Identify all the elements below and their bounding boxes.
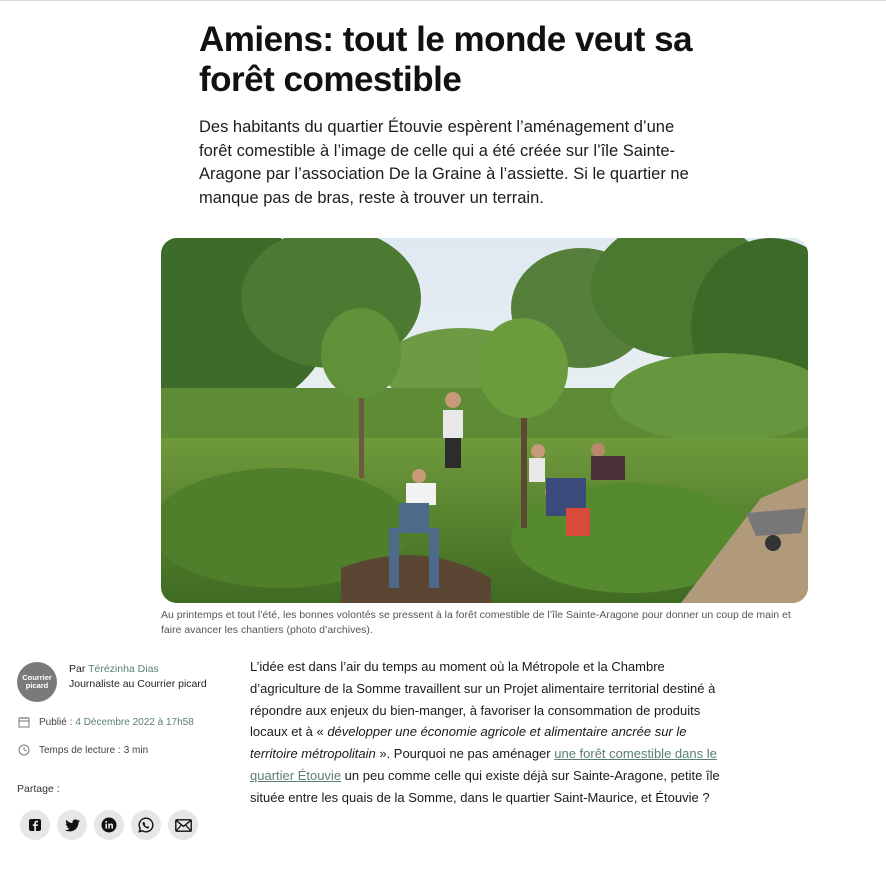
author-avatar xyxy=(17,662,57,702)
calendar-icon xyxy=(17,715,31,729)
avatar-line2: picard xyxy=(25,681,49,690)
share-whatsapp-button[interactable] xyxy=(131,810,161,840)
reading-value: 3 min xyxy=(123,744,149,756)
share-linkedin-button[interactable] xyxy=(94,810,124,840)
top-divider xyxy=(0,0,886,1)
body-part1: L’idée est dans l’air du temps au moment où la Métropole et la Chambre d’agriculture de la Somme travaillent sur un Projet alimentaire territorial destiné à répondre aux enjeux du bien-manger, à favoriser la consommation de produits locaux et à « xyxy=(250,659,716,740)
author-byline xyxy=(69,663,159,675)
linkedin-icon xyxy=(101,817,117,833)
article-headline: Amiens: tout le monde veut sa forêt comestible xyxy=(199,20,693,99)
garden-photo-illustration xyxy=(161,238,808,603)
published-value: 4 Décembre 2022 à 17h58 xyxy=(75,716,194,728)
photo-caption: Au printemps et tout l’été, les bonnes volontés se pressent à la forêt comestible de l’île Sainte-Aragone pour donner un coup de main et faire avancer les chantiers (photo d’archives). xyxy=(161,609,791,636)
body-part2: ». Pourquoi ne pas aménager xyxy=(375,746,555,762)
share-email-button[interactable] xyxy=(168,810,198,840)
clock-icon xyxy=(17,743,31,757)
author-role: Journaliste au Courrier picard xyxy=(69,678,207,690)
share-label: Partage : xyxy=(17,783,60,795)
author-name[interactable]: Térézinha Dias xyxy=(88,663,159,675)
body-quote: développer une économie agricole et alimentaire ancrée sur le territoire métropolitain xyxy=(250,724,687,762)
avatar-line1: Courrier xyxy=(22,673,52,682)
whatsapp-icon xyxy=(138,817,154,833)
email-icon xyxy=(175,819,192,832)
byline-prefix: Par xyxy=(69,663,86,675)
share-facebook-button[interactable] xyxy=(20,810,50,840)
body-part3: un peu comme celle qui existe déjà sur Sainte-Aragone, petite île située entre les quais de la Somme, dans le quartier Saint-Maurice, et Étouvie ? xyxy=(250,767,720,805)
published-row xyxy=(17,715,194,729)
twitter-icon xyxy=(65,819,80,832)
reading-label: Temps de lecture : xyxy=(39,744,121,756)
facebook-icon xyxy=(28,818,42,832)
article-body-paragraph xyxy=(250,656,728,809)
share-buttons xyxy=(20,810,198,840)
article-photo[interactable] xyxy=(161,238,808,603)
share-twitter-button[interactable] xyxy=(57,810,87,840)
foret-comestible-link[interactable]: une forêt comestible dans le quartier Étouvie xyxy=(250,746,717,783)
published-label: Publié : xyxy=(39,716,73,728)
reading-time-row xyxy=(17,743,148,757)
article-lede: Des habitants du quartier Étouvie espèrent l’aménagement d’une forêt comestible à l’image de celle qui a été créée sur l’île Sainte-Aragone par l’association De la Graine à l’assiette. Si le quartier ne manque pas de bras, reste à trouver un terrain. xyxy=(199,118,689,207)
